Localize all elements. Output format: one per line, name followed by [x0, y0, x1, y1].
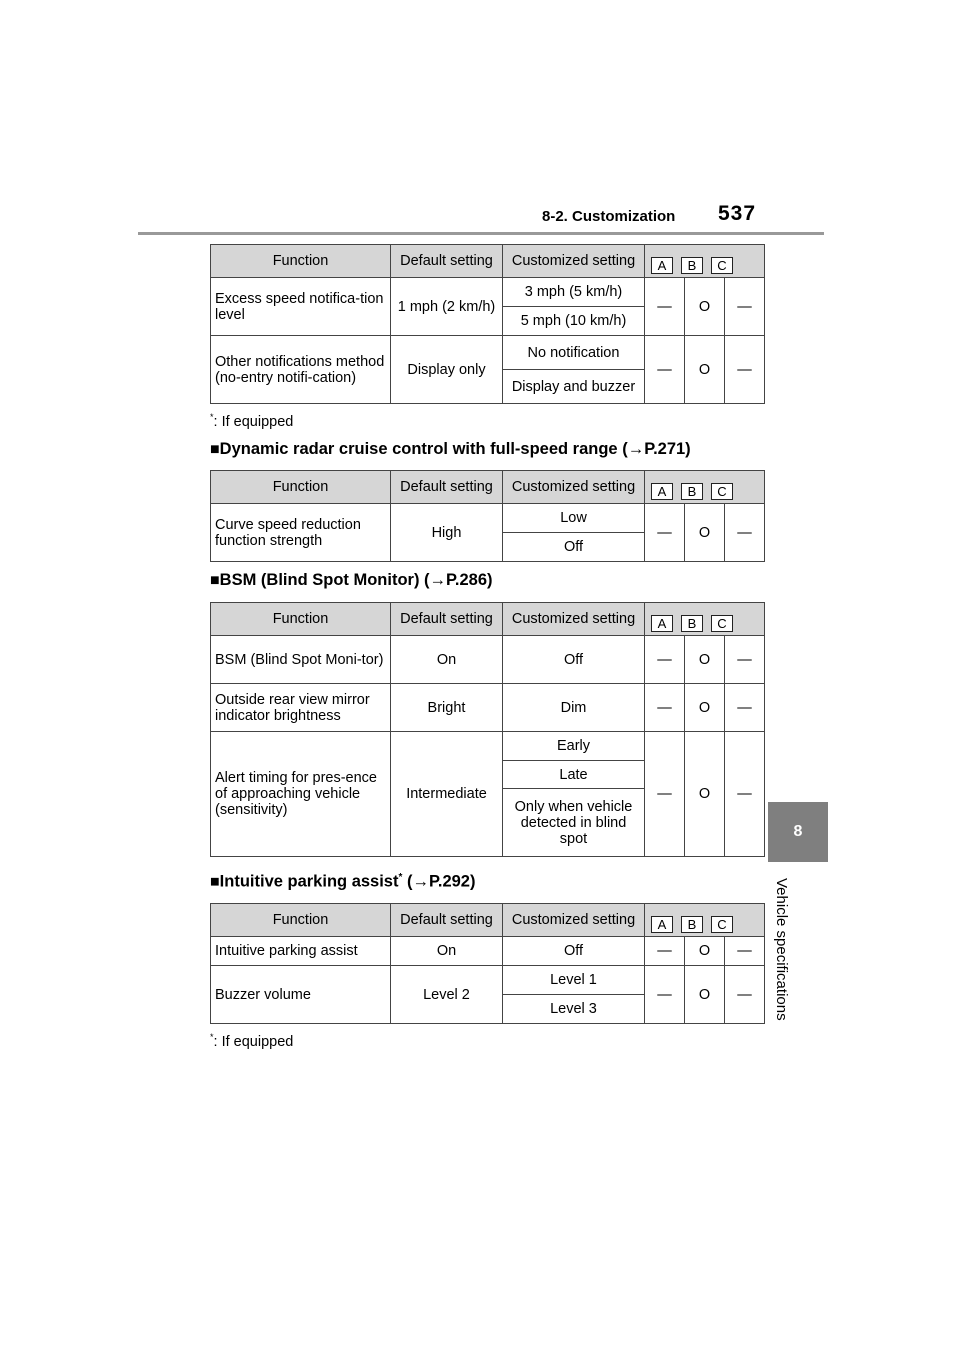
col-a-cell: —	[645, 684, 685, 732]
square-bullet-icon: ■	[210, 441, 220, 458]
header-customized: Customized setting	[503, 471, 645, 504]
header-customized: Customized setting	[503, 904, 645, 937]
header-col-c: C	[711, 483, 733, 500]
function-cell: Excess speed notifica-tion level	[211, 278, 391, 336]
function-cell: BSM (Blind Spot Moni-tor)	[211, 636, 391, 684]
chapter-tab-number: 8	[793, 823, 803, 840]
section-heading-radar-cruise	[210, 440, 691, 459]
header-divider	[138, 232, 824, 235]
function-cell: Outside rear view mirror indicator brightness	[211, 684, 391, 732]
heading-text: Intuitive parking assist	[219, 872, 399, 891]
option-cell: Off	[503, 533, 645, 562]
function-cell: Curve speed reduction function strength	[211, 504, 391, 562]
default-cell: Intermediate	[391, 732, 503, 857]
table-row	[211, 336, 765, 370]
col-c-cell: —	[725, 732, 765, 857]
header-abc	[645, 471, 765, 504]
table-row	[211, 684, 765, 732]
heading-text: BSM (Blind Spot Monitor) (	[219, 571, 430, 589]
page-reference[interactable]: P.286)	[446, 571, 493, 589]
table-notifications	[210, 244, 765, 404]
footnote-marker: *	[210, 412, 214, 422]
header-function: Function	[211, 471, 391, 504]
option-cell: Level 1	[503, 966, 645, 995]
header-default: Default setting	[391, 904, 503, 937]
header-col-a: A	[651, 257, 673, 274]
col-b-cell: O	[685, 504, 725, 562]
table-row	[211, 278, 765, 307]
col-a-cell: —	[645, 278, 685, 336]
header-col-b: B	[681, 615, 703, 632]
header-function: Function	[211, 603, 391, 636]
table-row	[211, 966, 765, 995]
default-cell: Display only	[391, 336, 503, 404]
header-default: Default setting	[391, 603, 503, 636]
header-function: Function	[211, 245, 391, 278]
footnote-marker: *	[398, 872, 403, 883]
option-cell: Late	[503, 761, 645, 789]
col-a-cell: —	[645, 504, 685, 562]
col-b-cell: O	[685, 732, 725, 857]
page-reference[interactable]: P.292)	[428, 872, 476, 891]
section-heading-parking-assist	[210, 872, 475, 892]
header-col-c: C	[711, 916, 733, 933]
section-heading-bsm	[210, 571, 493, 590]
function-cell: Intuitive parking assist	[211, 937, 391, 966]
header-abc	[645, 904, 765, 937]
square-bullet-icon: ■	[210, 572, 220, 589]
option-cell: Off	[503, 937, 645, 966]
footnote	[210, 412, 293, 430]
arrow-icon: →	[429, 571, 447, 589]
option-cell: 3 mph (5 km/h)	[503, 278, 645, 307]
function-cell: Other notifications method (no-entry notifi-cation)	[211, 336, 391, 404]
col-c-cell: —	[725, 504, 765, 562]
default-cell: On	[391, 937, 503, 966]
heading-text: Dynamic radar cruise control with full-speed range (	[219, 440, 628, 458]
footnote-text: : If equipped	[213, 413, 294, 430]
footnote-text: : If equipped	[213, 1033, 294, 1050]
chapter-tab-label: Vehicle specifications	[773, 878, 790, 1021]
col-c-cell: —	[725, 278, 765, 336]
header-col-a: A	[651, 916, 673, 933]
default-cell: Level 2	[391, 966, 503, 1024]
table-parking-assist	[210, 903, 765, 1024]
header-col-c: C	[711, 257, 733, 274]
col-a-cell: —	[645, 966, 685, 1024]
footnote	[210, 1032, 293, 1050]
header-col-c: C	[711, 615, 733, 632]
option-cell: 5 mph (10 km/h)	[503, 307, 645, 336]
col-c-cell: —	[725, 937, 765, 966]
col-b-cell: O	[685, 336, 725, 404]
option-cell: Dim	[503, 684, 645, 732]
table-row	[211, 937, 765, 966]
section-title: 8-2. Customization	[542, 208, 676, 225]
col-b-cell: O	[685, 966, 725, 1024]
header-col-b: B	[681, 483, 703, 500]
col-a-cell: —	[645, 937, 685, 966]
col-c-cell: —	[725, 966, 765, 1024]
option-cell: Early	[503, 732, 645, 761]
col-c-cell: —	[725, 336, 765, 404]
header-col-a: A	[651, 483, 673, 500]
col-c-cell: —	[725, 636, 765, 684]
col-a-cell: —	[645, 636, 685, 684]
function-cell: Buzzer volume	[211, 966, 391, 1024]
option-cell: No notification	[503, 336, 645, 370]
col-a-cell: —	[645, 732, 685, 857]
header-function: Function	[211, 904, 391, 937]
col-b-cell: O	[685, 636, 725, 684]
col-b-cell: O	[685, 684, 725, 732]
arrow-icon: →	[627, 440, 645, 458]
header-abc	[645, 245, 765, 278]
option-cell: Level 3	[503, 995, 645, 1024]
option-cell: Off	[503, 636, 645, 684]
default-cell: High	[391, 504, 503, 562]
square-bullet-icon: ■	[210, 873, 220, 891]
table-bsm	[210, 602, 765, 857]
table-row	[211, 504, 765, 533]
col-b-cell: O	[685, 937, 725, 966]
header-customized: Customized setting	[503, 603, 645, 636]
header-col-b: B	[681, 916, 703, 933]
default-cell: 1 mph (2 km/h)	[391, 278, 503, 336]
header-default: Default setting	[391, 245, 503, 278]
page-number: 537	[718, 202, 757, 225]
default-cell: On	[391, 636, 503, 684]
option-cell: Only when vehicle detected in blind spot	[503, 789, 645, 857]
footnote-marker: *	[210, 1032, 214, 1042]
header-col-a: A	[651, 615, 673, 632]
function-cell: Alert timing for pres-ence of approaching vehicle (sensitivity)	[211, 732, 391, 857]
header-abc	[645, 603, 765, 636]
header-default: Default setting	[391, 471, 503, 504]
default-cell: Bright	[391, 684, 503, 732]
option-cell: Low	[503, 504, 645, 533]
option-cell: Display and buzzer	[503, 370, 645, 404]
col-c-cell: —	[725, 684, 765, 732]
col-b-cell: O	[685, 278, 725, 336]
table-row	[211, 732, 765, 761]
heading-paren: (	[402, 872, 413, 891]
col-a-cell: —	[645, 336, 685, 404]
arrow-icon: →	[412, 872, 429, 891]
header-col-b: B	[681, 257, 703, 274]
page-reference[interactable]: P.271)	[644, 440, 691, 458]
table-row	[211, 636, 765, 684]
header-customized: Customized setting	[503, 245, 645, 278]
table-radar-cruise	[210, 470, 765, 562]
